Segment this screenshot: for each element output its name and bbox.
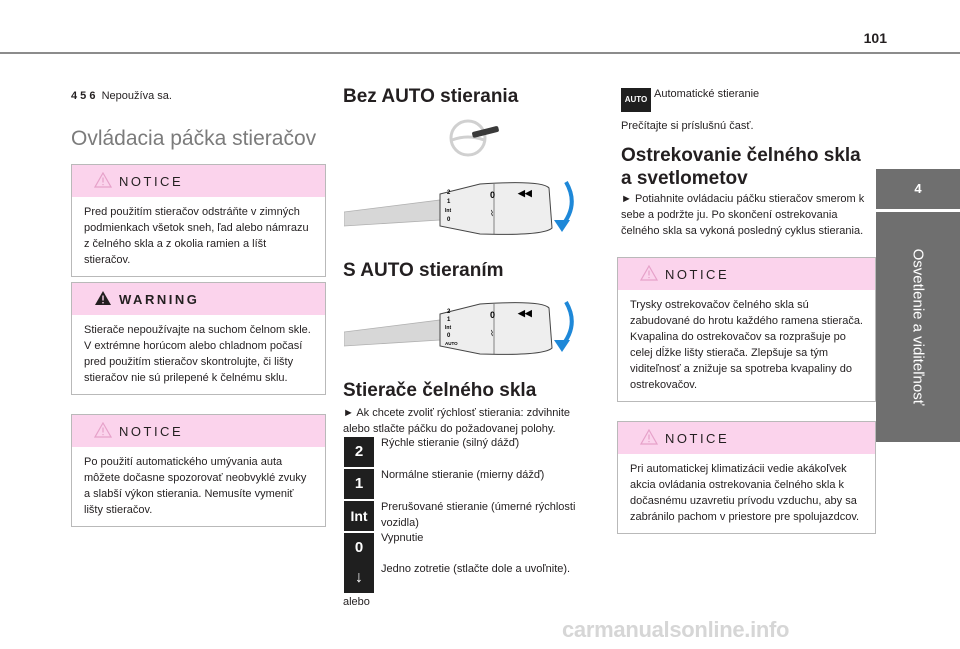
washer-instructions: ► Potiahnite ovládaciu páčku stieračov smerom k sebe a podržte ju. Po skončení ostrekovania čelného skla sa vykoná posledný cyklus stierania. [621,193,865,237]
notice-text: Po použití automatického umývania auta môžete dočasne spozorovať neobvyklé zvuky a slabší výkon stierania. Nemusíte vymeniť lišty stieračov. [84,456,307,516]
caution-icon [640,429,658,445]
washer-heading: Ostrekovanie čelného skla a svetlometov [621,145,861,189]
notice-title: NOTICE [119,424,184,439]
warning-box [71,282,326,395]
stalk-label: 2 [447,190,451,196]
intermittent-icon: Int [344,501,374,531]
notice-box [617,421,876,534]
chapter-title-tab[interactable] [876,212,960,442]
stalk-label: AUTO [445,341,458,346]
stalk-label: 0 [447,217,451,223]
heading-with-auto: S AUTO stieraním [343,260,504,281]
notice-box [71,414,326,527]
page-number: 101 [863,30,887,46]
stalk-label: 0 [447,333,451,339]
spray-symbol: ⌇ [490,329,494,338]
notice-text: Pred použitím stieračov odstráňte v zimných podmienkach všetok sneh, ľad alebo námrazu z čelného skla a z okolia ramien a líšt stieračov. [84,206,309,266]
single-wipe-text: Jedno zotretie (stlačte dole a uvoľnite). [381,563,571,575]
notice-box [617,257,876,402]
notice-box [71,164,326,277]
speed-1-icon: 1 [344,469,374,499]
speed-2-icon: 2 [344,437,374,467]
auto-wipe-text: Automatické stieranie [654,88,760,100]
wiper-stalk-illustration [344,176,582,246]
watermark: carmanualsonline.info [562,617,790,642]
single-wipe-down-arrow-icon: ↓ [344,563,374,593]
caution-icon [94,172,112,188]
caution-icon [640,265,658,281]
notice-title: NOTICE [665,431,730,446]
steering-wheel-icon [448,118,504,158]
reference-numbers: 4 5 6 [71,90,96,102]
notice-title: NOTICE [665,267,730,282]
heading-windscreen-wipers: Stierače čelného skla [343,380,537,401]
alebo-text: alebo [343,596,370,608]
heading-without-auto: Bez AUTO stierania [343,86,519,107]
warning-icon [94,290,112,306]
stalk-label: Int [445,325,452,331]
washer-symbol: 0 [490,190,496,200]
rewind-symbol: ◀◀ [518,188,532,198]
notice-text: Pri automatickej klimatizácii vedie akákoľvek akcia ovládania ostrekovania čelného skla k dočasnému uzavretiu prívodu vzduchu, aby sa zabránilo pachom v priestore pre spolujazdcov. [630,463,860,523]
spray-symbol: ⌇ [490,209,494,218]
off-text: Vypnutie [381,532,424,544]
stalk-label: 1 [447,199,451,205]
header-rule [0,52,960,54]
stalk-label: 1 [447,317,451,323]
intro-text: ► Ak chcete zvoliť rýchlosť stierania: zdvihnite alebo stlačte páčku do požadovanej polohy. [343,407,571,435]
speed-1-text: Normálne stieranie (mierny dážď) [381,469,545,481]
caution-icon [94,422,112,438]
chapter-title: Osvetlenie a viditeľnosť [909,248,927,406]
section-heading: Ovládacia páčka stieračov [71,127,317,150]
stalk-label: Int [445,208,452,214]
notice-title: NOTICE [119,174,184,189]
speed-2-text: Rýchle stieranie (silný dážď) [381,437,520,449]
reference-line [71,88,172,104]
intermittent-text: Prerušované stieranie (úmerné rýchlosti vozidla) [381,501,576,529]
notice-text: Trysky ostrekovačov čelného skla sú zabudované do hrotu každého ramena stierača. Kvapalina do ostrekovačov sa rozprašuje po celej dĺžke lišty stierača. Zlepšuje sa tým viditeľnosť a znižuje sa spotreba kvapaliny do ostrekovačov. [630,299,863,391]
wiper-stalk-auto-illustration [344,296,582,366]
washer-symbol: 0 [490,310,496,320]
stalk-label: 2 [447,309,451,315]
read-section-text: Prečítajte si príslušnú časť. [621,120,754,132]
reference-text: Nepoužíva sa. [101,90,172,102]
warning-title: WARNING [119,292,200,307]
warning-text: Stierače nepoužívajte na suchom čelnom skle. V extrémne horúcom alebo chladnom počasí pred použitím stieračov skontrolujte, či lišty stieračov nie sú prilepené k čelnému sklu. [84,324,311,384]
auto-wipe-icon: AUTO [621,88,651,112]
off-icon: 0 [344,533,374,563]
chapter-number-tab[interactable]: 4 [876,169,960,209]
rewind-symbol: ◀◀ [518,308,532,318]
